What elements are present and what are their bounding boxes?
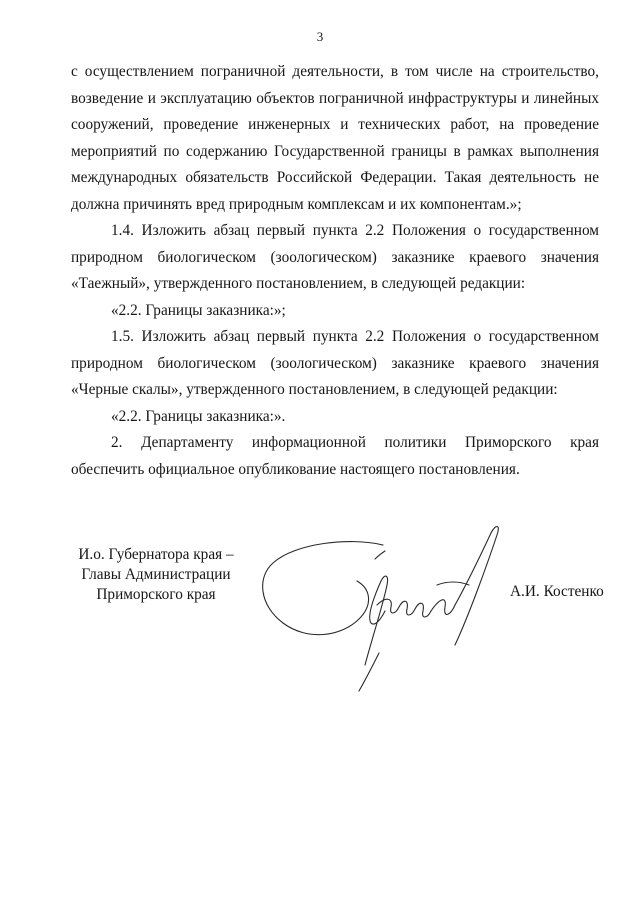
page-number: 3 <box>316 29 324 44</box>
paragraph-item-2-publication: 2. Департаменту информационной политики Приморского края обеспечить официальное опубликование настоящего постановления. <box>71 434 599 478</box>
signatory-title-line: Главы Администрации <box>81 566 231 583</box>
signatory-title <box>66 545 246 605</box>
paragraph-item-1-4-taezhny: 1.4. Изложить абзац первый пункта 2.2 Положения о государственном природном биологическом (зоологическом) заказнике краевого значения «Таежный», утвержденного постановлением, в следующей редакции: <box>71 222 599 292</box>
paragraph-item-1-5-chernye-skaly: 1.5. Изложить абзац первый пункта 2.2 Положения о государственном природном биологическом (зоологическом) заказнике краевого значения «Черные скалы», утвержденного постановлением, в следующей редакции: <box>71 328 599 398</box>
paragraph-border-activity-continuation: с осуществлением пограничной деятельности, в том числе на строительство, возведение и эксплуатацию объектов пограничной инфраструктуры и линейных сооружений, проведение инженерных и технических работ, на проведение мероприятий по содержанию Государственной границы в рамках выполнения международных обязательств Российской Федерации. Такая деятельность не должна причинять вред природным комплексам и их компонентам.»; <box>71 63 599 213</box>
document-body <box>71 59 599 483</box>
paragraph-quote-taezhny-boundaries: «2.2. Границы заказника:»; <box>111 301 286 319</box>
signatory-title-line: И.о. Губернатора края – <box>78 546 234 563</box>
signer-name: А.И. Костенко <box>510 583 604 600</box>
handwritten-signature <box>255 515 515 705</box>
signatory-title-line: Приморского края <box>96 586 216 603</box>
paragraph-quote-chernye-skaly-boundaries: «2.2. Границы заказника:». <box>111 407 286 425</box>
